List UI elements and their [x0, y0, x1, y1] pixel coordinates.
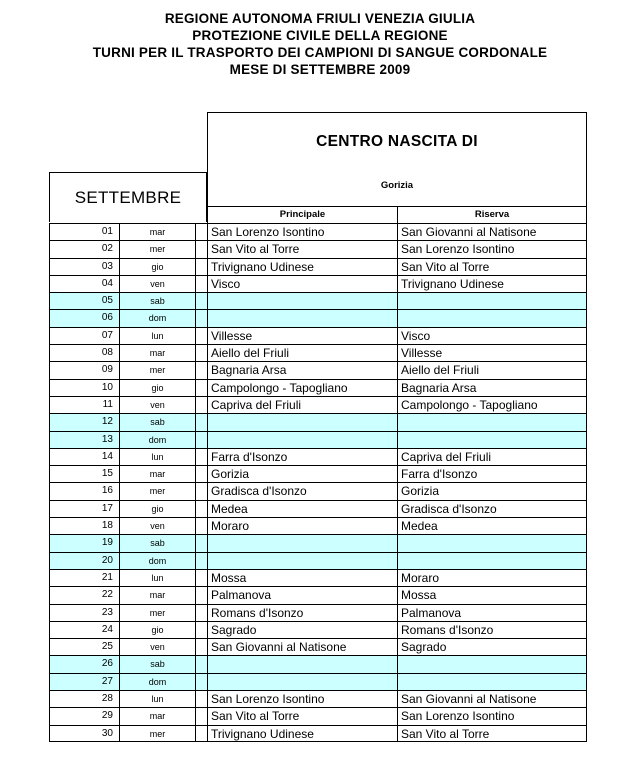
- riserva-cell: Sagrado: [397, 639, 587, 655]
- schedule-row: [49, 465, 587, 482]
- principale-cell: Romans d'Isonzo: [207, 605, 397, 621]
- principale-cell: [207, 674, 397, 690]
- header-line-turni: TURNI PER IL TRASPORTO DEI CAMPIONI DI SANGUE CORDONALE: [92, 45, 548, 60]
- schedule-row: [49, 638, 587, 655]
- schedule-row: [49, 569, 587, 586]
- day-number: 14: [49, 449, 119, 465]
- riserva-cell: Gradisca d'Isonzo: [397, 501, 587, 517]
- riserva-cell: [397, 656, 587, 672]
- riserva-cell: Gorizia: [397, 483, 587, 499]
- day-number: 15: [49, 466, 119, 482]
- riserva-cell: San Vito al Torre: [397, 259, 587, 275]
- day-number: 18: [49, 518, 119, 534]
- riserva-cell: Romans d'Isonzo: [397, 622, 587, 638]
- spacer-cell: [195, 310, 207, 326]
- header-line-region: REGIONE AUTONOMA FRIULI VENEZIA GIULIA: [164, 11, 476, 26]
- riserva-cell: Farra d'Isonzo: [397, 466, 587, 482]
- day-of-week: gio: [119, 501, 195, 517]
- month-label: SETTEMBRE: [74, 187, 182, 207]
- spacer-cell: [195, 293, 207, 309]
- riserva-cell: Visco: [397, 328, 587, 344]
- spacer-cell: [195, 241, 207, 257]
- schedule-row: [49, 621, 587, 638]
- spacer-cell: [195, 362, 207, 378]
- riserva-cell: San Vito al Torre: [397, 726, 587, 741]
- spacer-cell: [195, 259, 207, 275]
- riserva-cell: [397, 674, 587, 690]
- schedule-row: [49, 655, 587, 672]
- principale-cell: Medea: [207, 501, 397, 517]
- riserva-cell: [397, 553, 587, 569]
- day-of-week: dom: [119, 310, 195, 326]
- spacer-cell: [195, 483, 207, 499]
- day-number: 29: [49, 708, 119, 724]
- schedule-row: [49, 448, 587, 465]
- header-line-mese: MESE DI SETTEMBRE 2009: [229, 62, 411, 77]
- day-number: 13: [49, 432, 119, 448]
- principale-cell: Trivignano Udinese: [207, 259, 397, 275]
- day-number: 01: [49, 224, 119, 240]
- riserva-cell: San Lorenzo Isontino: [397, 708, 587, 724]
- header-line-protezione: PROTEZIONE CIVILE DELLA REGIONE: [192, 28, 448, 43]
- day-number: 26: [49, 656, 119, 672]
- principale-cell: Palmanova: [207, 587, 397, 603]
- spacer-cell: [195, 345, 207, 361]
- day-number: 19: [49, 535, 119, 551]
- spacer-cell: [195, 674, 207, 690]
- day-of-week: mer: [119, 726, 195, 741]
- spacer-cell: [195, 328, 207, 344]
- day-of-week: ven: [119, 276, 195, 292]
- day-number: 07: [49, 328, 119, 344]
- riserva-cell: Villesse: [397, 345, 587, 361]
- day-of-week: mar: [119, 587, 195, 603]
- day-of-week: gio: [119, 622, 195, 638]
- principale-cell: San Vito al Torre: [207, 708, 397, 724]
- spacer-cell: [195, 570, 207, 586]
- riserva-cell: Trivignano Udinese: [397, 276, 587, 292]
- day-number: 30: [49, 726, 119, 741]
- riserva-cell: Aiello del Friuli: [397, 362, 587, 378]
- schedule-row: [49, 725, 587, 742]
- day-of-week: mer: [119, 241, 195, 257]
- principale-cell: Bagnaria Arsa: [207, 362, 397, 378]
- riserva-cell: Mossa: [397, 587, 587, 603]
- principale-cell: Gradisca d'Isonzo: [207, 483, 397, 499]
- principale-cell: [207, 293, 397, 309]
- day-number: 21: [49, 570, 119, 586]
- day-number: 12: [49, 414, 119, 430]
- day-of-week: lun: [119, 449, 195, 465]
- day-of-week: sab: [119, 293, 195, 309]
- day-of-week: mer: [119, 483, 195, 499]
- spacer-cell: [195, 708, 207, 724]
- day-of-week: dom: [119, 432, 195, 448]
- spacer-cell: [195, 535, 207, 551]
- principale-cell: Campolongo - Tapogliano: [207, 380, 397, 396]
- riserva-cell: Palmanova: [397, 605, 587, 621]
- day-number: 25: [49, 639, 119, 655]
- spacer-cell: [195, 691, 207, 707]
- column-header-riserva: Riserva: [397, 206, 587, 223]
- day-of-week: mer: [119, 362, 195, 378]
- riserva-cell: Medea: [397, 518, 587, 534]
- schedule-row: [49, 552, 587, 569]
- schedule-row: [49, 292, 587, 309]
- day-of-week: ven: [119, 518, 195, 534]
- day-number: 08: [49, 345, 119, 361]
- schedule-row: [49, 309, 587, 326]
- principale-cell: Villesse: [207, 328, 397, 344]
- day-of-week: mar: [119, 708, 195, 724]
- day-of-week: gio: [119, 380, 195, 396]
- principale-cell: [207, 414, 397, 430]
- principale-cell: Capriva del Friuli: [207, 397, 397, 413]
- spacer-cell: [195, 518, 207, 534]
- schedule-row: [49, 586, 587, 603]
- day-number: 10: [49, 380, 119, 396]
- spacer-cell: [195, 605, 207, 621]
- day-number: 28: [49, 691, 119, 707]
- schedule-row: [49, 396, 587, 413]
- spacer-cell: [195, 639, 207, 655]
- principale-cell: [207, 535, 397, 551]
- spacer-cell: [195, 449, 207, 465]
- schedule-row: [49, 258, 587, 275]
- spacer-cell: [195, 501, 207, 517]
- day-number: 20: [49, 553, 119, 569]
- day-of-week: lun: [119, 691, 195, 707]
- riserva-cell: San Giovanni al Natisone: [397, 691, 587, 707]
- riserva-cell: [397, 310, 587, 326]
- day-number: 09: [49, 362, 119, 378]
- day-number: 05: [49, 293, 119, 309]
- spacer-cell: [195, 622, 207, 638]
- day-of-week: lun: [119, 570, 195, 586]
- spacer-cell: [195, 553, 207, 569]
- day-of-week: mar: [119, 466, 195, 482]
- day-number: 16: [49, 483, 119, 499]
- schedule-row: [49, 534, 587, 551]
- day-of-week: dom: [119, 553, 195, 569]
- riserva-cell: Bagnaria Arsa: [397, 380, 587, 396]
- day-number: 11: [49, 397, 119, 413]
- riserva-cell: San Giovanni al Natisone: [397, 224, 587, 240]
- day-of-week: lun: [119, 328, 195, 344]
- spacer-cell: [195, 224, 207, 240]
- day-number: 23: [49, 605, 119, 621]
- day-of-week: ven: [119, 639, 195, 655]
- day-of-week: sab: [119, 656, 195, 672]
- principale-cell: [207, 432, 397, 448]
- principale-cell: San Giovanni al Natisone: [207, 639, 397, 655]
- day-number: 17: [49, 501, 119, 517]
- day-of-week: dom: [119, 674, 195, 690]
- day-number: 03: [49, 259, 119, 275]
- day-number: 27: [49, 674, 119, 690]
- day-of-week: ven: [119, 397, 195, 413]
- principale-cell: Trivignano Udinese: [207, 726, 397, 741]
- centro-nascita-city: Gorizia: [380, 180, 414, 191]
- day-of-week: mer: [119, 605, 195, 621]
- principale-cell: Sagrado: [207, 622, 397, 638]
- schedule-row: [49, 707, 587, 724]
- spacer-cell: [195, 276, 207, 292]
- spacer-cell: [195, 432, 207, 448]
- day-of-week: sab: [119, 414, 195, 430]
- principale-cell: San Lorenzo Isontino: [207, 691, 397, 707]
- principale-cell: Farra d'Isonzo: [207, 449, 397, 465]
- schedule-row: [49, 431, 587, 448]
- centro-nascita-title: CENTRO NASCITA DI: [316, 133, 478, 150]
- riserva-cell: [397, 293, 587, 309]
- day-number: 04: [49, 276, 119, 292]
- spacer-cell: [195, 466, 207, 482]
- column-header-principale: Principale: [207, 206, 397, 223]
- riserva-cell: San Lorenzo Isontino: [397, 241, 587, 257]
- schedule-row: [49, 327, 587, 344]
- day-number: 02: [49, 241, 119, 257]
- principale-cell: Mossa: [207, 570, 397, 586]
- schedule-row: [49, 413, 587, 430]
- schedule-row: [49, 240, 587, 257]
- schedule-row: [49, 379, 587, 396]
- schedule-row: [49, 673, 587, 690]
- day-of-week: mar: [119, 345, 195, 361]
- principale-cell: [207, 553, 397, 569]
- schedule-row: [49, 690, 587, 707]
- spacer-cell: [195, 726, 207, 741]
- schedule-row: [49, 275, 587, 292]
- schedule-row: [49, 604, 587, 621]
- riserva-cell: [397, 432, 587, 448]
- spacer-cell: [195, 656, 207, 672]
- centro-nascita-header: [207, 112, 587, 206]
- document-header: [0, 10, 640, 78]
- day-of-week: mar: [119, 224, 195, 240]
- month-label-cell: [49, 172, 207, 222]
- riserva-cell: [397, 414, 587, 430]
- riserva-cell: [397, 535, 587, 551]
- principale-cell: [207, 310, 397, 326]
- schedule-row: [49, 344, 587, 361]
- day-of-week: gio: [119, 259, 195, 275]
- spacer-cell: [195, 587, 207, 603]
- schedule-table: [49, 223, 587, 742]
- principale-cell: San Lorenzo Isontino: [207, 224, 397, 240]
- schedule-row: [49, 500, 587, 517]
- day-of-week: sab: [119, 535, 195, 551]
- principale-cell: Visco: [207, 276, 397, 292]
- day-number: 06: [49, 310, 119, 326]
- day-number: 22: [49, 587, 119, 603]
- principale-cell: [207, 656, 397, 672]
- spacer-cell: [195, 397, 207, 413]
- principale-cell: San Vito al Torre: [207, 241, 397, 257]
- day-number: 24: [49, 622, 119, 638]
- principale-cell: Gorizia: [207, 466, 397, 482]
- riserva-cell: Moraro: [397, 570, 587, 586]
- schedule-row: [49, 482, 587, 499]
- schedule-row: [49, 517, 587, 534]
- spacer-cell: [195, 414, 207, 430]
- schedule-row: [49, 361, 587, 378]
- riserva-cell: Capriva del Friuli: [397, 449, 587, 465]
- principale-cell: Moraro: [207, 518, 397, 534]
- principale-cell: Aiello del Friuli: [207, 345, 397, 361]
- schedule-row: [49, 223, 587, 240]
- spacer-cell: [195, 380, 207, 396]
- riserva-cell: Campolongo - Tapogliano: [397, 397, 587, 413]
